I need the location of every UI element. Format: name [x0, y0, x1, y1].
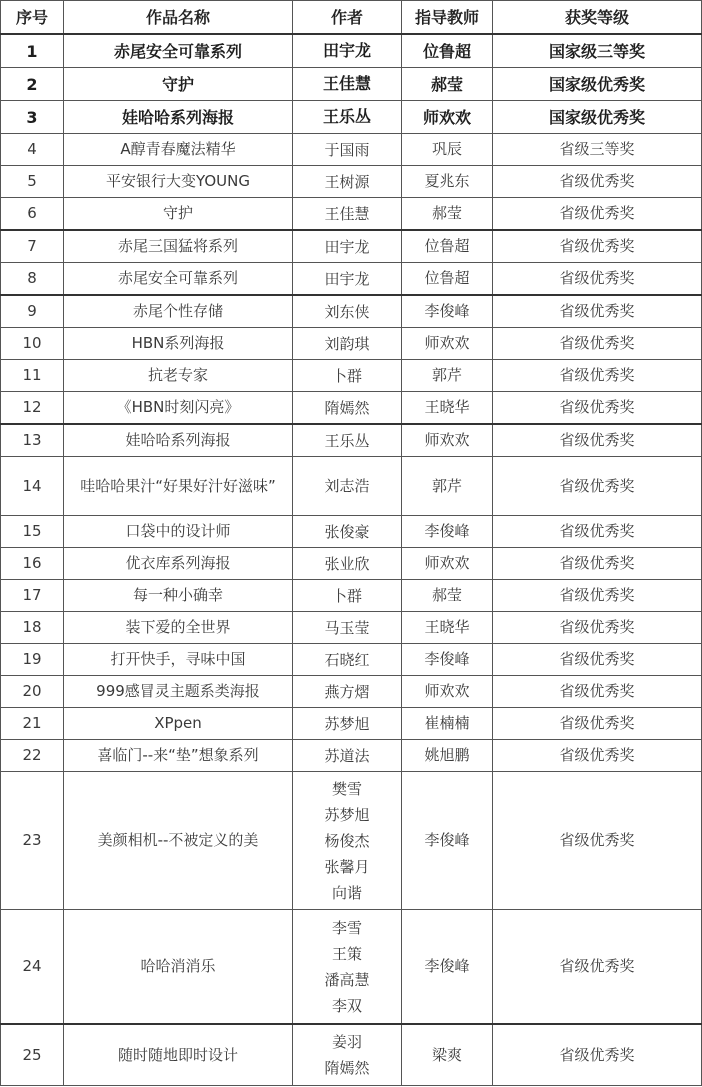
author-name: 樊雪 — [331, 779, 362, 798]
table-body — [1, 34, 702, 1086]
cell-authors — [293, 548, 402, 580]
cell-teacher: 巩辰 — [402, 134, 493, 166]
cell-award: 省级优秀奖 — [493, 328, 702, 360]
cell-award: 省级优秀奖 — [493, 198, 702, 231]
header-author: 作者 — [293, 1, 402, 35]
table-row — [1, 328, 702, 360]
author-name: 王乐丛 — [324, 431, 370, 450]
cell-title: 守护 — [64, 198, 293, 231]
cell-authors — [293, 134, 402, 166]
cell-teacher: 郭芹 — [402, 457, 493, 516]
table-row — [1, 580, 702, 612]
cell-authors — [293, 166, 402, 198]
cell-authors — [293, 295, 402, 328]
cell-award: 省级三等奖 — [493, 134, 702, 166]
cell-title: 打开快手，寻味中国 — [64, 644, 293, 676]
author-name: 石晓红 — [324, 650, 370, 669]
author-name: 隋嫣然 — [324, 1059, 370, 1077]
table-row — [1, 676, 702, 708]
table-row — [1, 612, 702, 644]
author-name: 刘东侠 — [324, 302, 370, 321]
author-name: 张馨月 — [324, 857, 370, 876]
cell-award: 省级优秀奖 — [493, 230, 702, 263]
header-title: 作品名称 — [64, 1, 293, 35]
cell-award: 省级优秀奖 — [493, 392, 702, 425]
cell-authors — [293, 772, 402, 910]
cell-no: 20 — [1, 676, 64, 708]
cell-no: 14 — [1, 457, 64, 516]
author-name: 于国雨 — [324, 140, 370, 159]
cell-title: XPpen — [64, 708, 293, 740]
cell-no: 17 — [1, 580, 64, 612]
cell-teacher: 师欢欢 — [402, 676, 493, 708]
cell-title: HBN系列海报 — [64, 328, 293, 360]
cell-award: 省级优秀奖 — [493, 740, 702, 772]
table-row — [1, 230, 702, 263]
cell-no: 18 — [1, 612, 64, 644]
table-row — [1, 198, 702, 231]
cell-no: 16 — [1, 548, 64, 580]
cell-authors — [293, 101, 402, 134]
cell-no: 5 — [1, 166, 64, 198]
table-row — [1, 457, 702, 516]
table-row — [1, 263, 702, 296]
cell-authors — [293, 328, 402, 360]
header-row — [1, 1, 702, 35]
cell-no: 2 — [1, 68, 64, 101]
cell-title: 抗老专家 — [64, 360, 293, 392]
cell-authors — [293, 263, 402, 296]
cell-no: 25 — [1, 1024, 64, 1086]
author-name: 田宇龙 — [324, 269, 370, 288]
author-name: 卜群 — [331, 586, 362, 605]
cell-title: 《HBN时刻闪亮》 — [64, 392, 293, 425]
cell-teacher: 夏兆东 — [402, 166, 493, 198]
cell-teacher: 郭芹 — [402, 360, 493, 392]
author-name: 王佳慧 — [322, 74, 371, 93]
cell-title: 守护 — [64, 68, 293, 101]
cell-title: 赤尾安全可靠系列 — [64, 34, 293, 68]
table-row — [1, 392, 702, 425]
cell-award: 省级优秀奖 — [493, 644, 702, 676]
cell-authors — [293, 516, 402, 548]
author-name: 燕方熠 — [324, 682, 370, 701]
header-no: 序号 — [1, 1, 64, 35]
cell-title: 哈哈消消乐 — [64, 910, 293, 1025]
table-row — [1, 644, 702, 676]
cell-title: 999感冒灵主题系类海报 — [64, 676, 293, 708]
author-name: 苏梦旭 — [324, 714, 370, 733]
cell-authors — [293, 34, 402, 68]
author-name: 张俊豪 — [324, 522, 370, 541]
table-row — [1, 708, 702, 740]
cell-authors — [293, 360, 402, 392]
cell-no: 22 — [1, 740, 64, 772]
cell-no: 8 — [1, 263, 64, 296]
cell-title: 装下爱的全世界 — [64, 612, 293, 644]
table-row — [1, 772, 702, 910]
author-name: 王树源 — [324, 172, 370, 191]
cell-no: 15 — [1, 516, 64, 548]
cell-award: 省级优秀奖 — [493, 263, 702, 296]
cell-award: 省级优秀奖 — [493, 772, 702, 910]
cell-authors — [293, 580, 402, 612]
table-row — [1, 548, 702, 580]
cell-authors — [293, 740, 402, 772]
cell-award: 省级优秀奖 — [493, 910, 702, 1025]
author-name: 李双 — [331, 996, 362, 1015]
cell-teacher: 郝莹 — [402, 68, 493, 101]
cell-authors — [293, 644, 402, 676]
author-name: 苏梦旭 — [324, 805, 370, 824]
cell-no: 11 — [1, 360, 64, 392]
table-row — [1, 166, 702, 198]
cell-title: 美颜相机--不被定义的美 — [64, 772, 293, 910]
cell-teacher: 李俊峰 — [402, 644, 493, 676]
cell-teacher: 师欢欢 — [402, 328, 493, 360]
cell-no: 6 — [1, 198, 64, 231]
cell-teacher: 位鲁超 — [402, 230, 493, 263]
cell-teacher: 位鲁超 — [402, 34, 493, 68]
cell-title: 赤尾安全可靠系列 — [64, 263, 293, 296]
cell-award: 国家级优秀奖 — [493, 68, 702, 101]
cell-authors — [293, 392, 402, 425]
cell-teacher: 李俊峰 — [402, 295, 493, 328]
cell-award: 国家级优秀奖 — [493, 101, 702, 134]
cell-teacher: 师欢欢 — [402, 548, 493, 580]
cell-authors — [293, 230, 402, 263]
cell-no: 7 — [1, 230, 64, 263]
cell-title: 优衣库系列海报 — [64, 548, 293, 580]
cell-title: 哇哈哈果汁“好果好汁好滋味” — [64, 457, 293, 516]
author-name: 刘志浩 — [324, 477, 370, 495]
cell-authors — [293, 68, 402, 101]
table-row — [1, 360, 702, 392]
cell-no: 21 — [1, 708, 64, 740]
author-name: 张业欣 — [324, 554, 370, 573]
cell-teacher: 李俊峰 — [402, 910, 493, 1025]
table-row — [1, 295, 702, 328]
cell-title: 每一种小确幸 — [64, 580, 293, 612]
cell-no: 1 — [1, 34, 64, 68]
author-name: 马玉莹 — [324, 618, 370, 637]
cell-title: 赤尾个性存储 — [64, 295, 293, 328]
author-name: 王策 — [331, 944, 362, 963]
cell-title: 喜临门--来“垫”想象系列 — [64, 740, 293, 772]
cell-no: 10 — [1, 328, 64, 360]
cell-teacher: 王晓华 — [402, 392, 493, 425]
cell-authors — [293, 910, 402, 1025]
cell-authors — [293, 676, 402, 708]
header-teacher: 指导教师 — [402, 1, 493, 35]
cell-teacher: 李俊峰 — [402, 772, 493, 910]
cell-authors — [293, 612, 402, 644]
cell-teacher: 姚旭鹏 — [402, 740, 493, 772]
author-name: 卜群 — [331, 366, 362, 385]
cell-no: 4 — [1, 134, 64, 166]
author-name: 王佳慧 — [324, 204, 370, 223]
author-name: 潘高慧 — [324, 970, 370, 989]
cell-no: 13 — [1, 424, 64, 457]
cell-title: 平安银行大变YOUNG — [64, 166, 293, 198]
cell-teacher: 师欢欢 — [402, 424, 493, 457]
cell-award: 省级优秀奖 — [493, 612, 702, 644]
table-row — [1, 910, 702, 1025]
table-row — [1, 34, 702, 68]
cell-award: 省级优秀奖 — [493, 295, 702, 328]
cell-award: 省级优秀奖 — [493, 676, 702, 708]
cell-title: 赤尾三国猛将系列 — [64, 230, 293, 263]
cell-no: 9 — [1, 295, 64, 328]
cell-title: 娃哈哈系列海报 — [64, 424, 293, 457]
author-name: 田宇龙 — [322, 41, 371, 60]
author-name: 姜羽 — [331, 1033, 362, 1051]
author-name: 向谐 — [331, 883, 362, 902]
cell-authors — [293, 198, 402, 231]
author-name: 苏道法 — [324, 746, 370, 765]
cell-award: 省级优秀奖 — [493, 166, 702, 198]
cell-teacher: 郝莹 — [402, 580, 493, 612]
cell-teacher: 师欢欢 — [402, 101, 493, 134]
cell-title: 口袋中的设计师 — [64, 516, 293, 548]
author-name: 王乐丛 — [322, 107, 371, 126]
cell-no: 19 — [1, 644, 64, 676]
cell-award: 省级优秀奖 — [493, 424, 702, 457]
table-row — [1, 101, 702, 134]
author-name: 隋嫣然 — [324, 398, 370, 417]
cell-teacher: 王晓华 — [402, 612, 493, 644]
cell-award: 省级优秀奖 — [493, 708, 702, 740]
header-award: 获奖等级 — [493, 1, 702, 35]
author-name: 田宇龙 — [324, 237, 370, 256]
cell-teacher: 位鲁超 — [402, 263, 493, 296]
author-name: 刘韵琪 — [324, 334, 370, 353]
cell-teacher: 梁爽 — [402, 1024, 493, 1086]
table-row — [1, 516, 702, 548]
table-row — [1, 134, 702, 166]
cell-no: 3 — [1, 101, 64, 134]
cell-no: 12 — [1, 392, 64, 425]
cell-title: A醇青春魔法精华 — [64, 134, 293, 166]
author-name: 李雪 — [331, 918, 362, 937]
table-row — [1, 68, 702, 101]
cell-authors — [293, 424, 402, 457]
cell-no: 24 — [1, 910, 64, 1025]
cell-award: 省级优秀奖 — [493, 548, 702, 580]
cell-authors — [293, 457, 402, 516]
cell-award: 省级优秀奖 — [493, 457, 702, 516]
cell-award: 省级优秀奖 — [493, 1024, 702, 1086]
cell-award: 国家级三等奖 — [493, 34, 702, 68]
table-row — [1, 740, 702, 772]
cell-title: 娃哈哈系列海报 — [64, 101, 293, 134]
cell-authors — [293, 708, 402, 740]
cell-title: 随时随地即时设计 — [64, 1024, 293, 1086]
cell-teacher: 郝莹 — [402, 198, 493, 231]
cell-award: 省级优秀奖 — [493, 516, 702, 548]
table-row — [1, 424, 702, 457]
cell-award: 省级优秀奖 — [493, 580, 702, 612]
cell-no: 23 — [1, 772, 64, 910]
table-row — [1, 1024, 702, 1086]
cell-teacher: 李俊峰 — [402, 516, 493, 548]
cell-award: 省级优秀奖 — [493, 360, 702, 392]
cell-teacher: 崔楠楠 — [402, 708, 493, 740]
author-name: 杨俊杰 — [324, 831, 370, 850]
cell-authors — [293, 1024, 402, 1086]
